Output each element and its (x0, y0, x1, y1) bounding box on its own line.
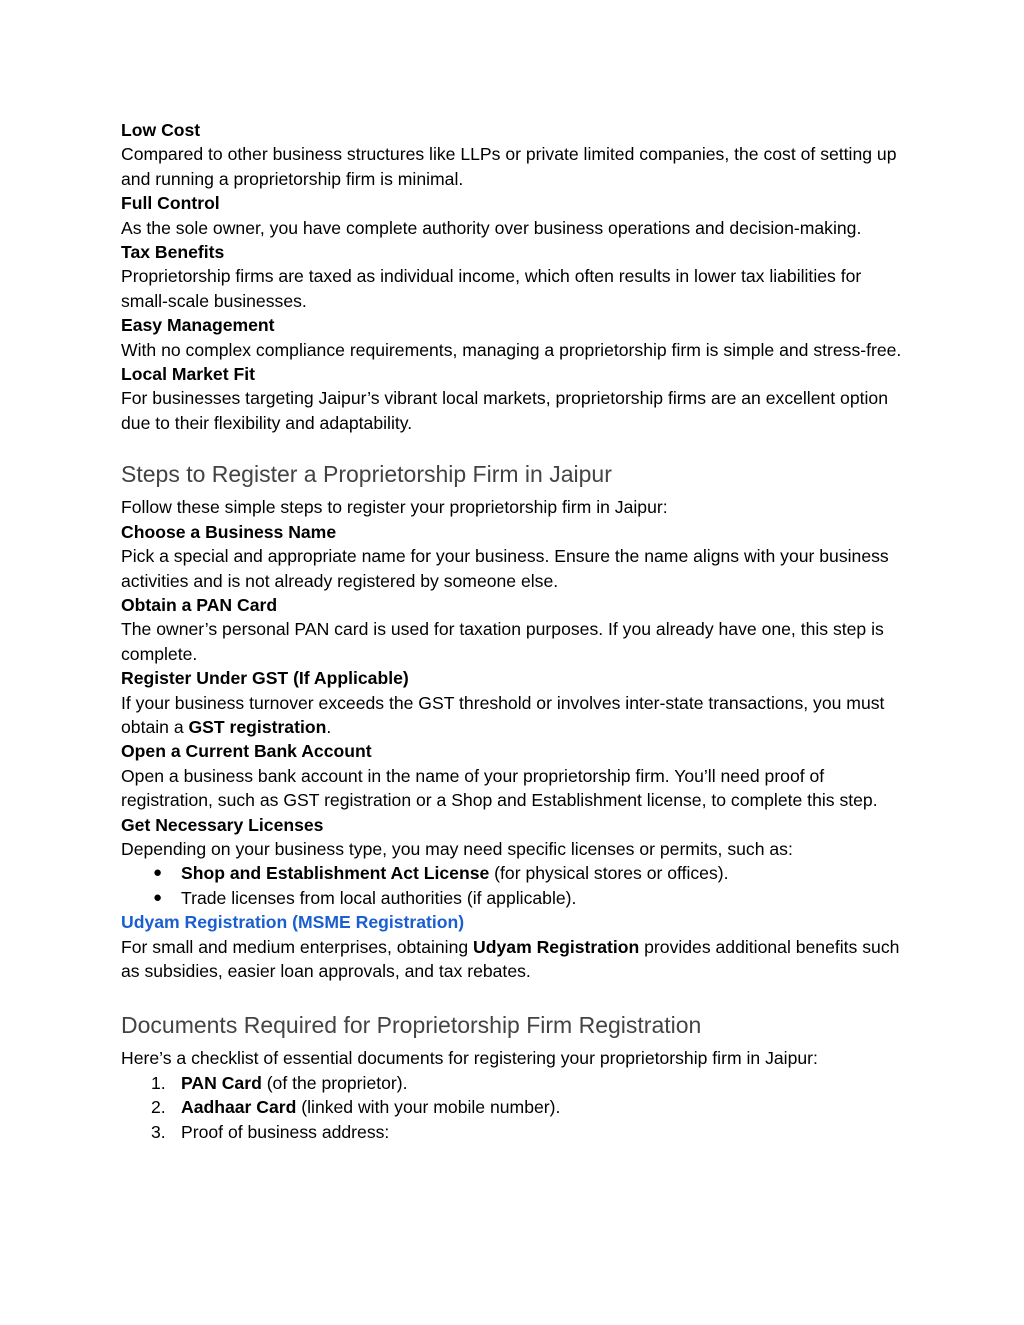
step-title: Register Under GST (If Applicable) (121, 668, 409, 689)
list-item-text: (of the proprietor). (261, 1072, 408, 1093)
documents-intro: Here’s a checklist of essential documents for registering your proprietorship firm in Jaipur: (121, 1048, 818, 1069)
list-item-bold: PAN Card (181, 1072, 262, 1093)
list-item (121, 886, 911, 910)
udyam-registration-bold: Udyam Registration (473, 936, 640, 957)
steps-heading: Steps to Register a Proprietorship Firm in Jaipur (121, 461, 612, 488)
step-text-part: provides additional benefits such as subsidies, easier loan approvals, and tax rebates. (121, 936, 900, 981)
list-item-bold: Shop and Establishment Act License (181, 863, 490, 884)
benefit-title: Tax Benefits (121, 242, 225, 263)
step-text (121, 935, 911, 984)
benefit-title: Low Cost (121, 120, 201, 140)
list-item-text: Proof of business address: (181, 1121, 390, 1142)
benefit-title: Easy Management (121, 315, 275, 336)
benefit-text: With no complex compliance requirements, managing a proprietorship firm is simple and stress-free. (121, 339, 902, 360)
step-title: Choose a Business Name (121, 521, 337, 542)
licenses-list (121, 861, 911, 910)
list-number: 3. (151, 1121, 166, 1142)
bullet-icon: ● (153, 888, 163, 906)
step-title: Get Necessary Licenses (121, 814, 324, 835)
udyam-registration-link[interactable]: Udyam Registration (MSME Registration) (121, 912, 465, 933)
list-item-text: (linked with your mobile number). (296, 1097, 561, 1118)
list-number: 2. (151, 1097, 166, 1118)
benefit-text: Proprietorship firms are taxed as individual income, which often results in lower tax liabilities for small-scale businesses. (121, 266, 862, 311)
benefits-section (121, 118, 911, 435)
gst-registration-bold: GST registration (188, 716, 327, 737)
list-item-text: Trade licenses from local authorities (if applicable). (181, 887, 577, 908)
list-item (121, 1071, 911, 1095)
benefit-title: Local Market Fit (121, 364, 255, 385)
step-text: Open a business bank account in the name of your proprietorship firm. You’ll need proof of registration, such as GST registration or a Shop and Establishment license, to complete this step. (121, 765, 878, 811)
step-text (121, 691, 911, 740)
bullet-icon: ● (153, 864, 163, 882)
benefit-title: Full Control (121, 193, 220, 214)
list-item-bold: Aadhaar Card (181, 1097, 297, 1118)
step-text: The owner’s personal PAN card is used for taxation purposes. If you already have one, this step is complete. (121, 619, 884, 664)
benefit-text: As the sole owner, you have complete authority over business operations and decision-making. (121, 217, 862, 238)
step-title: Open a Current Bank Account (121, 741, 372, 762)
benefit-text: Compared to other business structures like LLPs or private limited companies, the cost of setting up and running a proprietorship firm is minimal. (121, 144, 897, 189)
list-item (121, 861, 911, 885)
steps-intro: Follow these simple steps to register your proprietorship firm in Jaipur: (121, 497, 668, 518)
document-page (121, 118, 911, 1144)
benefit-text: For businesses targeting Jaipur’s vibrant local markets, proprietorship firms are an excellent option due to their flexibility and adaptability. (121, 388, 888, 433)
list-item (121, 1095, 911, 1119)
list-item (121, 1120, 911, 1144)
step-text: Depending on your business type, you may need specific licenses or permits, such as: (121, 838, 793, 859)
documents-list (121, 1071, 911, 1144)
step-text-part: For small and medium enterprises, obtaining (121, 936, 474, 957)
list-number: 1. (151, 1072, 166, 1093)
step-text-part: If your business turnover exceeds the GST threshold or involves inter-state transactions, you must obtain a (121, 692, 885, 737)
step-text-part: . (326, 716, 332, 737)
step-title: Obtain a PAN Card (121, 594, 278, 615)
list-item-text: (for physical stores or offices). (489, 863, 729, 884)
documents-heading: Documents Required for Proprietorship Firm Registration (121, 1012, 702, 1039)
step-text: Pick a special and appropriate name for your business. Ensure the name aligns with your business activities and is not already registered by someone else. (121, 546, 889, 591)
